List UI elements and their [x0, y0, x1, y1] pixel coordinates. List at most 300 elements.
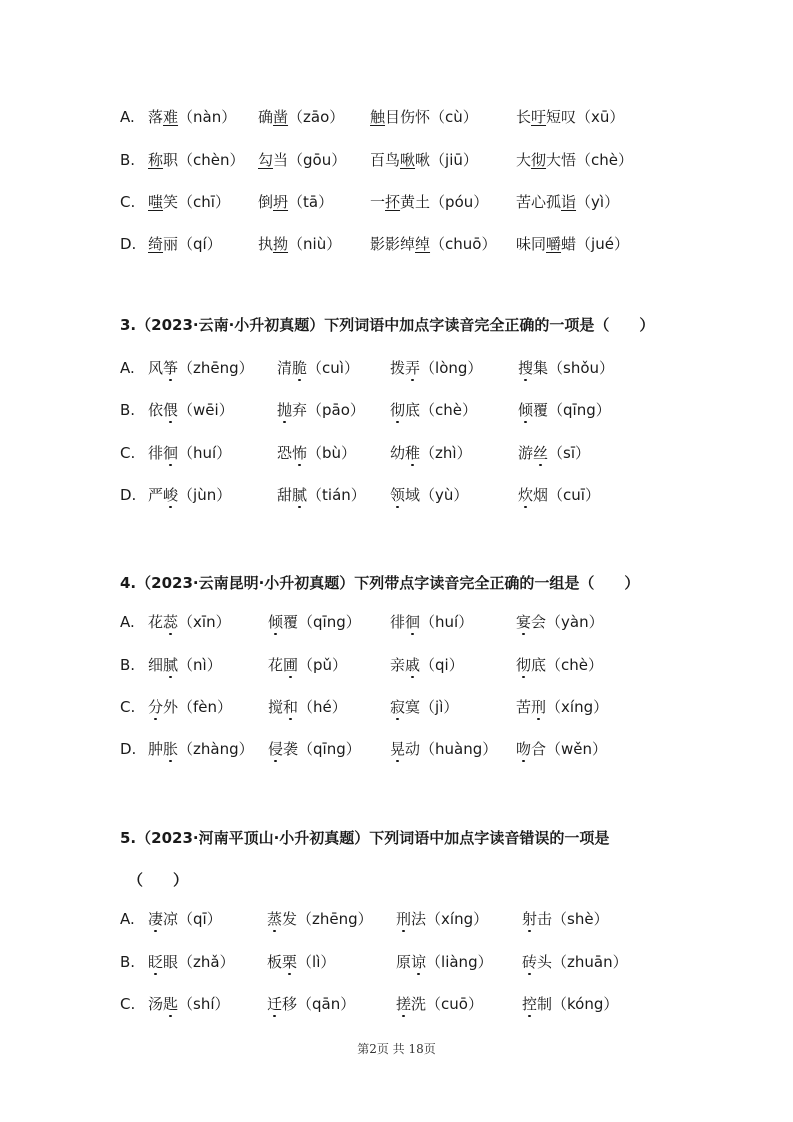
marked-character: 谅	[411, 953, 427, 971]
option-label: B.	[120, 953, 136, 971]
option-word	[148, 994, 230, 1014]
pinyin: （chè）	[420, 401, 478, 419]
q5-option-a	[120, 909, 680, 931]
option-label: D.	[120, 740, 137, 758]
pinyin: （jì）	[420, 698, 459, 716]
q3-close-paren: ）	[639, 316, 655, 334]
marked-character: 怖	[292, 444, 308, 462]
q4-option-b	[120, 655, 680, 677]
q3-stem_a: 下列词语中加点字	[324, 316, 445, 334]
option-word	[148, 697, 232, 717]
word-suffix: 目伤怀	[385, 108, 431, 126]
option-word	[267, 909, 373, 929]
pinyin: （zāo）	[288, 108, 345, 126]
pinyin: （cuì）	[307, 359, 359, 377]
option-word	[516, 697, 608, 717]
q4-option-c	[120, 697, 680, 719]
q4-option-d	[120, 739, 680, 761]
word-prefix: 影影绰	[370, 235, 416, 253]
word-prefix: 落	[148, 108, 164, 126]
q5-source: （2023·河南平顶山·小升初真题）	[136, 829, 370, 847]
pinyin: （kóng）	[552, 995, 619, 1013]
word-prefix: 倒	[258, 193, 274, 211]
word-suffix: 洗	[411, 995, 427, 1013]
q3-title	[120, 315, 654, 335]
q5-title	[120, 828, 609, 848]
pinyin: （zhàng）	[178, 740, 254, 758]
word-suffix: 烟	[533, 486, 549, 504]
pinyin: （xīn）	[178, 613, 231, 631]
pinyin: （pāo）	[307, 401, 365, 419]
option-word	[390, 655, 464, 675]
marked-character: 腻	[163, 656, 179, 674]
option-word	[522, 909, 609, 929]
q5-blank	[143, 871, 173, 889]
word-suffix: 覆	[533, 401, 549, 419]
word-suffix: 当	[273, 151, 289, 169]
word-suffix: 域	[405, 486, 421, 504]
pinyin: （jué）	[576, 235, 629, 253]
pinyin: （qi）	[420, 656, 464, 674]
marked-character: 侵	[268, 740, 284, 758]
pinyin: （huí）	[420, 613, 474, 631]
marked-character: 吁	[531, 108, 547, 126]
marked-character: 嗤	[148, 193, 164, 211]
pinyin: （póu）	[430, 193, 489, 211]
option-word	[516, 150, 633, 170]
pinyin: （pǔ）	[298, 656, 348, 674]
pinyin: （niù）	[288, 235, 342, 253]
marked-character: 射	[522, 910, 538, 928]
marked-character: 坍	[273, 193, 289, 211]
marked-character: 炊	[518, 486, 534, 504]
pinyin: （nàn）	[178, 108, 237, 126]
word-suffix: 黄土	[400, 193, 431, 211]
q5-option-b	[120, 952, 680, 974]
marked-character: 徊	[405, 613, 421, 631]
word-prefix: 花	[148, 613, 164, 631]
pinyin: （chī）	[178, 193, 230, 211]
option-word	[390, 612, 473, 632]
pinyin: （chèn）	[178, 151, 245, 169]
option-word	[277, 400, 365, 420]
option-word	[518, 443, 590, 463]
q4-option-a	[120, 612, 680, 634]
option-label: C.	[120, 995, 136, 1013]
marked-character: 诣	[561, 193, 577, 211]
marked-character: 彻	[531, 151, 547, 169]
q5-stem_a: 下列词语中加点字	[369, 829, 490, 847]
word-suffix: 短叹	[546, 108, 577, 126]
q3-num: 3.	[120, 316, 137, 334]
word-suffix: 丽	[163, 235, 179, 253]
pinyin: （bù）	[307, 444, 357, 462]
option-word	[390, 358, 482, 378]
marked-character: 搜	[518, 359, 534, 377]
word-suffix: 头	[537, 953, 553, 971]
pinyin: （chè）	[576, 151, 634, 169]
q3-source: （2023·云南·小升初真题）	[136, 316, 325, 334]
word-prefix: 花	[268, 656, 284, 674]
marked-character: 倾	[518, 401, 534, 419]
word-suffix: 弃	[292, 401, 308, 419]
marked-character: 徊	[163, 444, 179, 462]
pinyin: （qí）	[178, 235, 222, 253]
marked-character: 眨	[148, 953, 164, 971]
option-word	[396, 952, 493, 972]
option-label: B.	[120, 151, 136, 169]
pinyin: （cuī）	[548, 486, 600, 504]
pinyin: （shè）	[552, 910, 609, 928]
q5-stem-end: 的一项是	[549, 829, 610, 847]
option-word	[148, 952, 235, 972]
word-prefix: 长	[516, 108, 532, 126]
word-suffix: 底	[405, 401, 421, 419]
word-prefix: 甜	[277, 486, 293, 504]
marked-character: 晃	[390, 740, 406, 758]
word-prefix: 搅	[268, 698, 284, 716]
marked-character: 凄	[148, 910, 164, 928]
q4-stem-key: 读音完全正确	[429, 574, 520, 592]
word-prefix: 亲	[390, 656, 406, 674]
page-footer: 第2页 共 18页	[357, 1042, 436, 1056]
marked-character: 绰	[415, 235, 431, 253]
marked-character: 匙	[163, 995, 179, 1013]
q3-stem-end: 的一项是（	[534, 316, 610, 334]
q5-open-paren: （	[128, 871, 144, 889]
marked-character: 勾	[258, 151, 274, 169]
option-label: B.	[120, 656, 136, 674]
pinyin: （yì）	[576, 193, 620, 211]
q3-option-b	[120, 400, 680, 422]
pinyin: （shǒu）	[548, 359, 615, 377]
marked-character: 控	[522, 995, 538, 1013]
option-word	[277, 358, 359, 378]
marked-character: 拗	[273, 235, 289, 253]
pinyin: （qān）	[297, 995, 356, 1013]
option-label: A.	[120, 910, 135, 928]
marked-character: 弄	[405, 359, 421, 377]
pinyin: （zhǎ）	[178, 953, 235, 971]
marked-character: 刑	[396, 910, 412, 928]
marked-character: 丝	[533, 444, 549, 462]
q3-stem-key: 读音完全正确	[444, 316, 535, 334]
q5-option-c	[120, 994, 680, 1016]
word-suffix: 职	[163, 151, 179, 169]
option-word	[277, 443, 356, 463]
option-word	[518, 358, 614, 378]
pinyin: （zhì）	[420, 444, 472, 462]
option-label: C.	[120, 444, 136, 462]
option-word	[516, 192, 619, 212]
marked-character: 触	[370, 108, 386, 126]
marked-character: 偎	[163, 401, 179, 419]
word-prefix: 执	[258, 235, 274, 253]
marked-character: 圃	[283, 656, 299, 674]
word-suffix: 合	[531, 740, 547, 758]
word-suffix: 大悟	[546, 151, 577, 169]
word-prefix: 大	[516, 151, 532, 169]
option-word	[390, 739, 497, 759]
pinyin: （tián）	[307, 486, 366, 504]
word-suffix: 法	[411, 910, 427, 928]
word-suffix: 击	[537, 910, 553, 928]
word-suffix: 动	[405, 740, 421, 758]
option-word	[268, 612, 361, 632]
option-word	[267, 952, 335, 972]
marked-character: 筝	[163, 359, 179, 377]
word-suffix: 外	[163, 698, 179, 716]
option-word	[148, 443, 231, 463]
q3-blank	[609, 316, 639, 334]
option-label: C.	[120, 193, 136, 211]
option-word	[516, 655, 603, 675]
marked-character: 腻	[292, 486, 308, 504]
option-word	[258, 234, 341, 254]
word-prefix: 板	[267, 953, 283, 971]
marked-character: 蕊	[163, 613, 179, 631]
pinyin: （zhēng）	[178, 359, 254, 377]
marked-character: 稚	[405, 444, 421, 462]
pinyin: （cù）	[430, 108, 478, 126]
pinyin: （nì）	[178, 656, 222, 674]
word-suffix: 蜡	[561, 235, 577, 253]
q2-option-b	[120, 150, 680, 172]
word-suffix: 寞	[405, 698, 421, 716]
q2-option-a	[120, 107, 680, 129]
option-word	[148, 909, 222, 929]
option-word	[268, 655, 347, 675]
option-label: D.	[120, 486, 137, 504]
q4-blank	[594, 574, 624, 592]
word-prefix: 徘	[390, 613, 406, 631]
word-prefix: 一	[370, 193, 386, 211]
option-word	[268, 739, 361, 759]
marked-character: 领	[390, 486, 406, 504]
option-word	[370, 192, 488, 212]
q2-option-d	[120, 234, 680, 256]
q5-close-paren: ）	[173, 871, 189, 889]
word-suffix: 底	[531, 656, 547, 674]
q4-title	[120, 573, 639, 593]
pinyin: （cuō）	[426, 995, 483, 1013]
word-prefix: 依	[148, 401, 164, 419]
word-prefix: 幼	[390, 444, 406, 462]
option-word	[370, 150, 478, 170]
word-prefix: 清	[277, 359, 293, 377]
marked-character: 凿	[273, 108, 289, 126]
marked-character: 胀	[163, 740, 179, 758]
q3-option-a	[120, 358, 680, 380]
option-word	[370, 234, 496, 254]
pinyin: （qīng）	[298, 613, 361, 631]
marked-character: 称	[148, 151, 164, 169]
word-suffix: 集	[533, 359, 549, 377]
word-suffix: 制	[537, 995, 553, 1013]
option-word	[518, 400, 611, 420]
q3-option-c	[120, 443, 680, 465]
marked-character: 戚	[405, 656, 421, 674]
pinyin: （huí）	[178, 444, 232, 462]
pinyin: （jiū）	[430, 151, 478, 169]
option-word	[390, 485, 468, 505]
option-word	[148, 655, 222, 675]
word-suffix: 发	[282, 910, 298, 928]
word-prefix: 游	[518, 444, 534, 462]
pinyin: （shí）	[178, 995, 230, 1013]
pinyin: （qīng）	[298, 740, 361, 758]
option-label: B.	[120, 401, 136, 419]
option-word	[267, 994, 355, 1014]
word-prefix: 严	[148, 486, 164, 504]
option-word	[258, 150, 346, 170]
pinyin: （chè）	[546, 656, 604, 674]
marked-character: 蒸	[267, 910, 283, 928]
word-suffix: 会	[531, 613, 547, 631]
option-word	[148, 150, 245, 170]
word-prefix: 细	[148, 656, 164, 674]
option-label: C.	[120, 698, 136, 716]
option-word	[148, 358, 254, 378]
word-prefix: 确	[258, 108, 274, 126]
option-word	[148, 739, 254, 759]
option-label: A.	[120, 108, 135, 126]
marked-character: 分	[148, 698, 164, 716]
word-suffix: 覆	[283, 613, 299, 631]
marked-character: 和	[283, 698, 299, 716]
q5-answer-blank	[128, 870, 188, 890]
pinyin: （xíng）	[546, 698, 609, 716]
marked-character: 难	[163, 108, 179, 126]
option-word	[370, 107, 478, 127]
pinyin: （sī）	[548, 444, 591, 462]
word-suffix: 移	[282, 995, 298, 1013]
q4-source: （2023·云南昆明·小升初真题）	[136, 574, 355, 592]
marked-character: 砖	[522, 953, 538, 971]
option-word	[148, 485, 231, 505]
q4-num: 4.	[120, 574, 137, 592]
word-prefix: 恐	[277, 444, 293, 462]
pinyin: （tā）	[288, 193, 334, 211]
q4-stem-end: 的一组是（	[519, 574, 595, 592]
option-word	[522, 994, 618, 1014]
marked-character: 抛	[277, 401, 293, 419]
marked-character: 绮	[148, 235, 164, 253]
option-word	[516, 612, 604, 632]
word-prefix: 风	[148, 359, 164, 377]
option-word	[390, 443, 472, 463]
option-label: A.	[120, 613, 135, 631]
q5-stem-key: 读音错误	[489, 829, 550, 847]
word-suffix: 眼	[163, 953, 179, 971]
marked-character: 彻	[390, 401, 406, 419]
marked-character: 彻	[516, 656, 532, 674]
option-word	[522, 952, 628, 972]
marked-character: 迁	[267, 995, 283, 1013]
q3-option-d	[120, 485, 680, 507]
option-word	[268, 697, 347, 717]
option-word	[148, 192, 230, 212]
option-word	[396, 909, 488, 929]
option-word	[258, 107, 344, 127]
pinyin: （wēi）	[178, 401, 234, 419]
word-suffix: 袭	[283, 740, 299, 758]
option-word	[516, 739, 607, 759]
word-suffix: 笑	[163, 193, 179, 211]
marked-character: 抔	[385, 193, 401, 211]
pinyin: （xū）	[576, 108, 625, 126]
option-word	[148, 234, 222, 254]
marked-character: 峻	[163, 486, 179, 504]
option-word	[258, 192, 333, 212]
pinyin: （qī）	[178, 910, 222, 928]
q5-num: 5.	[120, 829, 137, 847]
word-prefix: 苦心孤	[516, 193, 562, 211]
pinyin: （yàn）	[546, 613, 604, 631]
q4-close-paren: ）	[624, 574, 640, 592]
option-word	[516, 234, 629, 254]
marked-character: 倾	[268, 613, 284, 631]
word-prefix: 苦	[516, 698, 532, 716]
option-word	[390, 400, 477, 420]
pinyin: （huàng）	[420, 740, 498, 758]
pinyin: （zhēng）	[297, 910, 373, 928]
pinyin: （qīng）	[548, 401, 611, 419]
pinyin: （wěn）	[546, 740, 608, 758]
marked-character: 嚼	[546, 235, 562, 253]
option-label: A.	[120, 359, 135, 377]
word-prefix: 百鸟	[370, 151, 401, 169]
option-word	[516, 107, 624, 127]
marked-character: 吻	[516, 740, 532, 758]
option-word	[277, 485, 366, 505]
option-word	[396, 994, 483, 1014]
word-suffix: 凉	[163, 910, 179, 928]
pinyin: （xíng）	[426, 910, 489, 928]
q4-stem_a: 下列带点字	[354, 574, 430, 592]
pinyin: （chuō）	[430, 235, 497, 253]
marked-character: 宴	[516, 613, 532, 631]
marked-character: 搓	[396, 995, 412, 1013]
q2-option-c	[120, 192, 680, 214]
marked-character: 栗	[282, 953, 298, 971]
option-word	[518, 485, 600, 505]
pinyin: （jùn）	[178, 486, 232, 504]
marked-character: 刑	[531, 698, 547, 716]
pinyin: （liàng）	[426, 953, 493, 971]
marked-character: 寂	[390, 698, 406, 716]
word-prefix: 拨	[390, 359, 406, 377]
pinyin: （fèn）	[178, 698, 233, 716]
pinyin: （hé）	[298, 698, 347, 716]
word-suffix: 啾	[415, 151, 431, 169]
pinyin: （lòng）	[420, 359, 483, 377]
word-prefix: 原	[396, 953, 412, 971]
word-prefix: 肿	[148, 740, 164, 758]
word-prefix: 徘	[148, 444, 164, 462]
option-label: D.	[120, 235, 137, 253]
option-word	[148, 107, 236, 127]
option-word	[390, 697, 458, 717]
option-word	[148, 612, 231, 632]
pinyin: （zhuān）	[552, 953, 628, 971]
marked-character: 啾	[400, 151, 416, 169]
option-word	[148, 400, 234, 420]
pinyin: （lì）	[297, 953, 336, 971]
pinyin: （gōu）	[288, 151, 347, 169]
word-prefix: 汤	[148, 995, 164, 1013]
marked-character: 脆	[292, 359, 308, 377]
